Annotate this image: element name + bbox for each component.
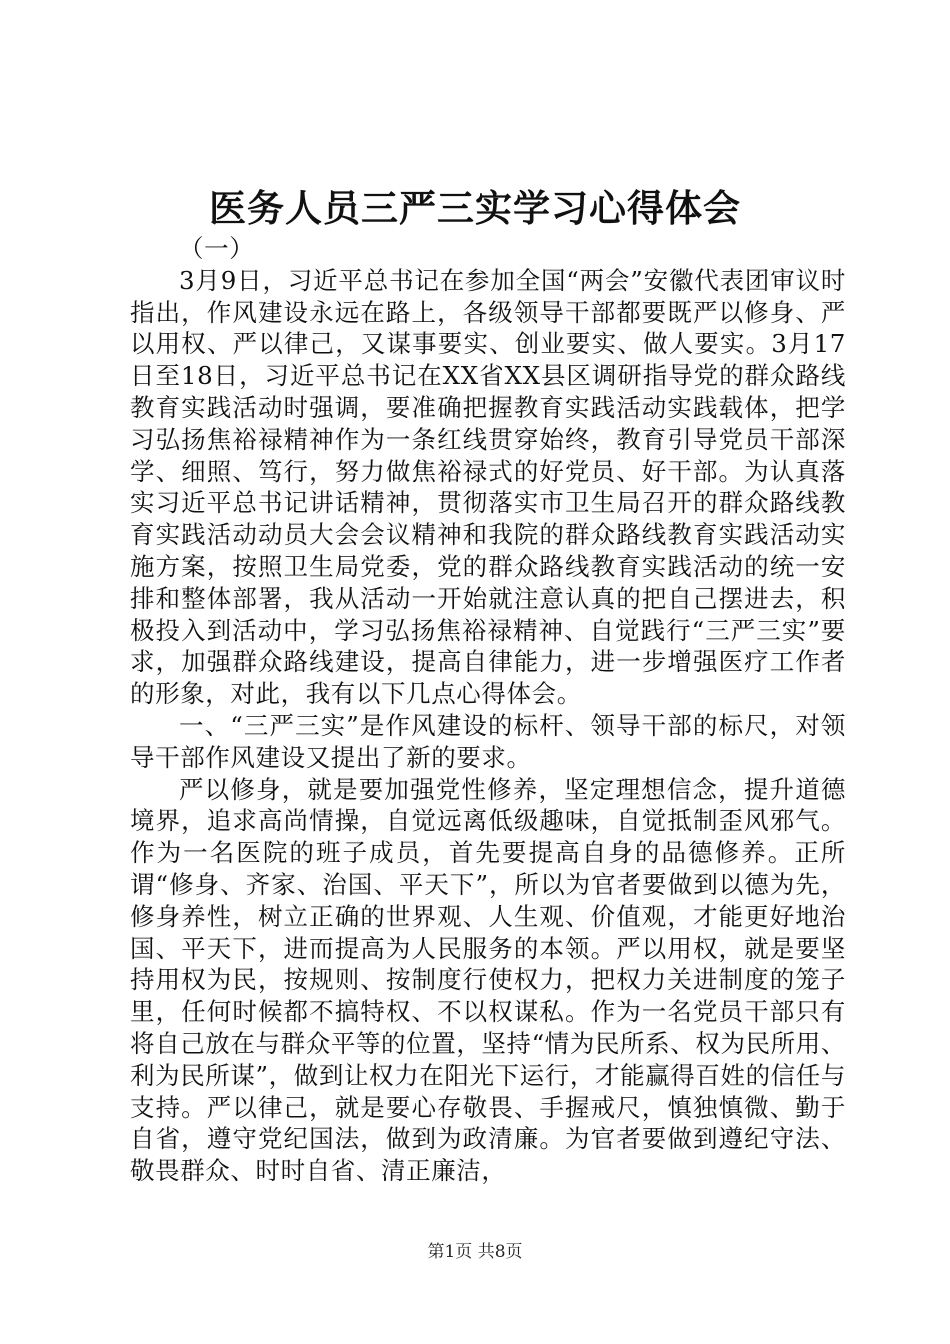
paragraph-intro: 3月9日，习近平总书记在参加全国“两会”安徽代表团审议时指出，作风建设永远在路上，各级领导干部都要既严以修身、严以用权、严以律己，又谋事要实、创业要实、做人要实。3月17日至18日，习近平总书记在XX省XX县区调研指导党的群众路线教育实践活动时强调，要准确把握教育实践活动实践载体，把学习弘扬焦裕禄精神作为一条红线贯穿始终，教育引导党员干部深学、细照、笃行，努力做焦裕禄式的好党员、好干部。为认真落实习近平总书记讲话精神，贯彻落实市卫生局召开的群众路线教育实践活动动员大会会议精神和我院的群众路线教育实践活动实施方案，按照卫生局党委，党的群众路线教育实践活动的统一安排和整体部署，我从活动一开始就注意认真的把自己摆进去，积极投入到活动中，学习弘扬焦裕禄精神、自觉践行“三严三实”要求，加强群众路线建设，提高自律能力，进一步增强医疗工作者的形象，对此，我有以下几点心得体会。 <box>130 265 846 709</box>
document-body <box>130 233 846 1187</box>
document-title: 医务人员三严三实学习心得体会 <box>209 186 741 230</box>
paragraph-three-strict: 严以修身，就是要加强党性修养，坚定理想信念，提升道德境界，追求高尚情操，自觉远离低级趣味，自觉抵制歪风邪气。作为一名医院的班子成员，首先要提高自身的品德修养。正所谓“修身、齐家、治国、平天下”，所以为官者要做到以德为先，修身养性，树立正确的世界观、人生观、价值观，才能更好地治国、平天下，进而提高为人民服务的本领。严以用权，就是要坚持用权为民，按规则、按制度行使权力，把权力关进制度的笼子里，任何时候都不搞特权、不以权谋私。作为一名党员干部只有将自己放在与群众平等的位置，坚持“情为民所系、权为民所用、利为民所谋”，做到让权力在阳光下运行，才能赢得百姓的信任与支持。严以律己，就是要心存敬畏、手握戒尺，慎独慎微、勤于自省，遵守党纪国法，做到为政清廉。为官者要做到遵纪守法、敬畏群众、时时自省、清正廉洁， <box>130 774 846 1186</box>
page-number-footer: 第1页 共8页 <box>427 1242 523 1262</box>
paragraph-heading-one: 一、“三严三实”是作风建设的标杆、领导干部的标尺，对领导干部作风建设又提出了新的要求。 <box>130 710 846 772</box>
section-label: （一） <box>179 234 255 263</box>
